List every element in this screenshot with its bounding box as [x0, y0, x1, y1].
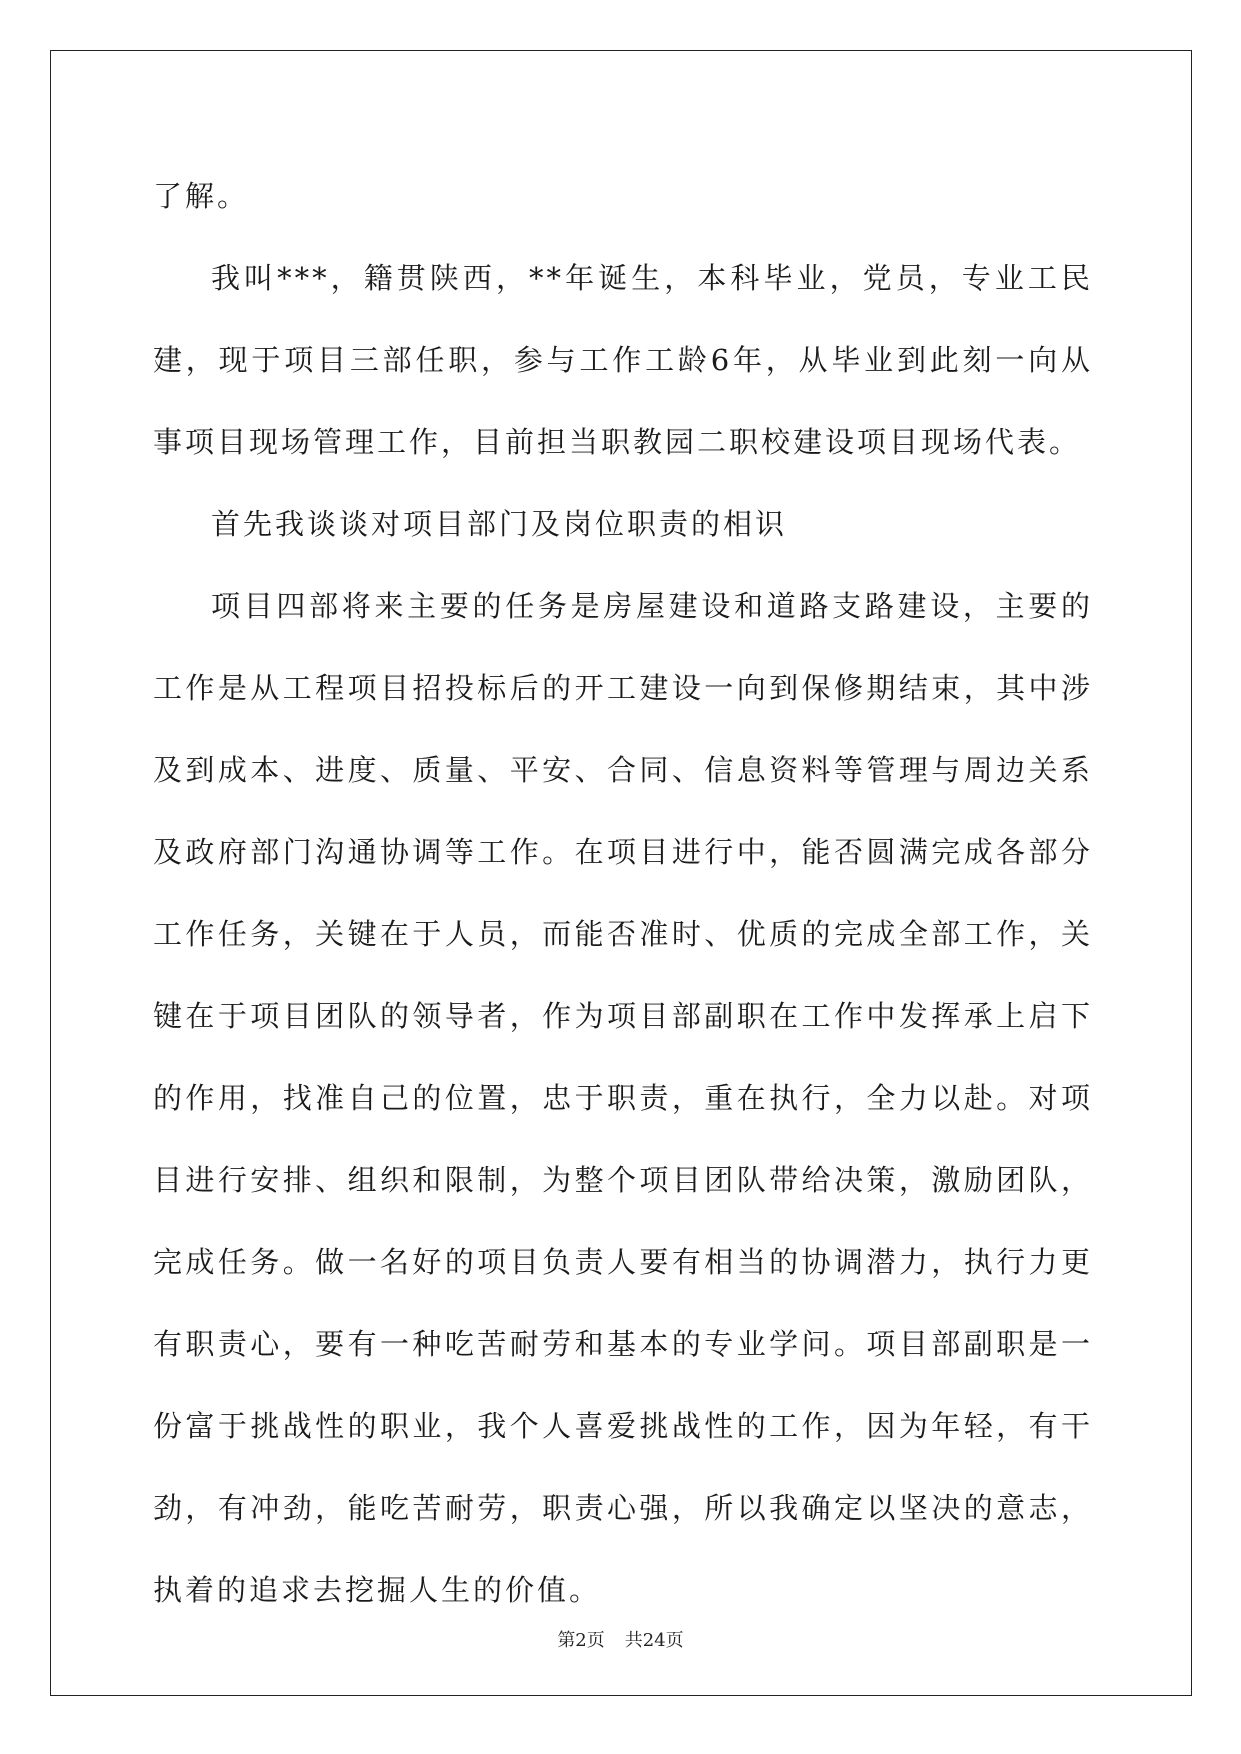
paragraph-2: 我叫***，籍贯陕西，**年诞生，本科毕业，党员，专业工民建，现于项目三部任职，参与工作工龄6年，从毕业到此刻一向从事项目现场管理工作，目前担当职教园二职校建设项目现场代表。: [153, 261, 1093, 459]
page-number: 第2页: [557, 1630, 605, 1651]
page-total: 共24页: [624, 1630, 684, 1651]
paragraph-4: 项目四部将来主要的任务是房屋建设和道路支路建设，主要的工作是从工程项目招投标后的开工建设一向到保修期结束，其中涉及到成本、进度、质量、平安、合同、信息资料等管理与周边关系及政府部门沟通协调等工作。在项目进行中，能否圆满完成各部分工作任务，关键在于人员，而能否准时、优质的完成全部工作，关键在于项目团队的领导者，作为项目部副职在工作中发挥承上启下的作用，找准自己的位置，忠于职责，重在执行，全力以赴。对项目进行安排、组织和限制，为整个项目团队带给决策，激励团队，完成任务。做一名好的项目负责人要有相当的协调潜力，执行力更有职责心，要有一种吃苦耐劳和基本的专业学问。项目部副职是一份富于挑战性的职业，我个人喜爱挑战性的工作，因为年轻，有干劲，有冲劲，能吃苦耐劳，职责心强，所以我确定以坚决的意志，执着的追求去挖掘人生的价值。: [153, 589, 1093, 1607]
paragraph-3: 首先我谈谈对项目部门及岗位职责的相识: [211, 507, 788, 541]
page-footer: [0, 1626, 1241, 1652]
document-body: [153, 155, 1093, 1631]
paragraph-1: 了解。: [153, 179, 250, 213]
